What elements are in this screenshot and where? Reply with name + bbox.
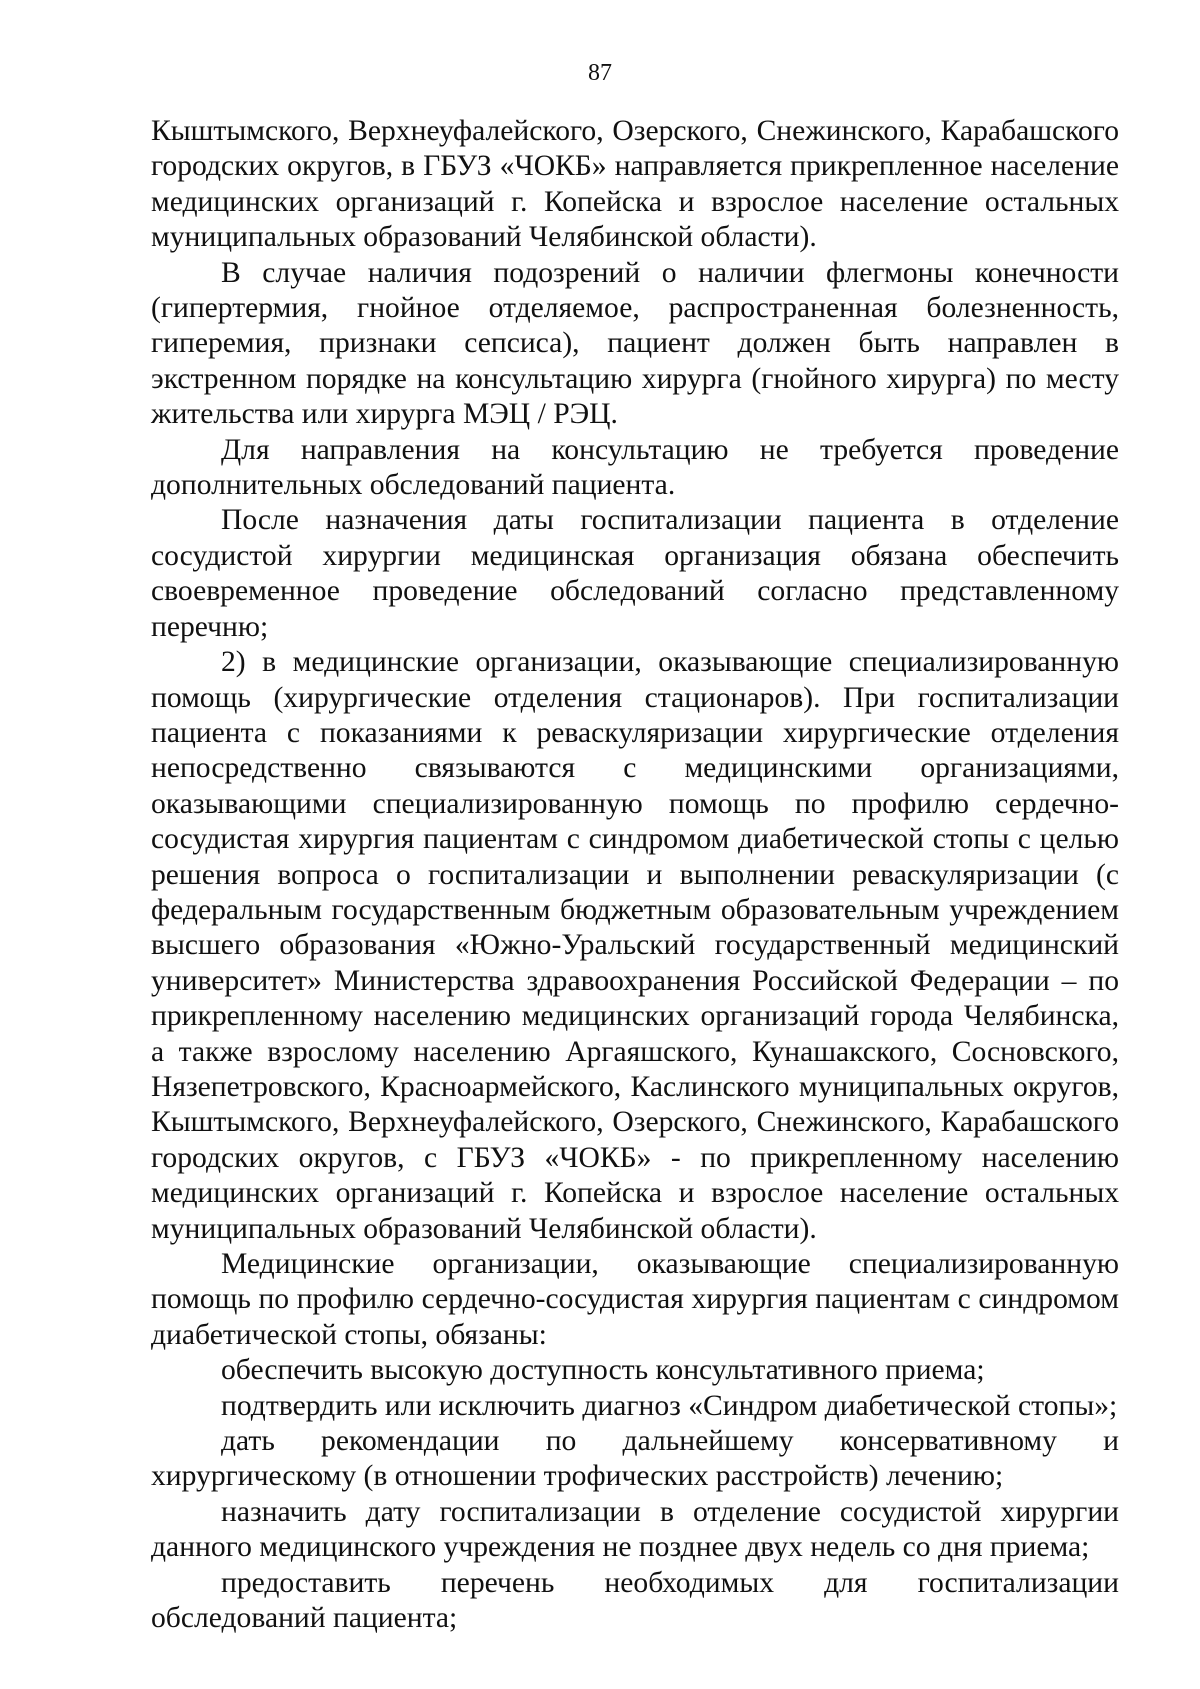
list-item: подтвердить или исключить диагноз «Синдром диабетической стопы»; xyxy=(221,1389,1118,1422)
paragraph: Для направления на консультацию не требуется проведение дополнительных обследований пациента. xyxy=(151,433,1119,502)
list-item: дать рекомендации по дальнейшему консервативному и хирургическому (в отношении трофических расстройств) лечению; xyxy=(151,1425,1119,1493)
list-item: обеспечить высокую доступность консультативного приема; xyxy=(221,1354,985,1387)
list-item: предоставить перечень необходимых для госпитализации обследований пациента; xyxy=(151,1566,1119,1635)
page-number: 87 xyxy=(588,60,612,86)
paragraph: 2) в медицинские организации, оказывающие специализированную помощь (хирургические отделения стационаров). При госпитализации пациента с показаниями к реваскуляризации хирургические отделения непосредственно связываются с медицинскими организациями, оказывающими специализированную помощь по профилю сердечно-сосудистая хирургия пациентам с синдромом диабетической стопы с целью решения вопроса о госпитализации и выполнении реваскуляризации (с федеральным государственным бюджетным образовательным учреждением высшего образования «Южно-Уральский государственный медицинский университет» Министерства здравоохранения Российской Федерации – по прикрепленному населению медицинских организаций города Челябинска, а также взрослому населению Аргаяшского, Кунашакского, Сосновского, Нязепетровского, Красноармейского, Каслинского муниципальных округов, Кыштымского, Верхнеуфалейского, Озерского, Снежинского, Карабашского городских округов, с ГБУЗ «ЧОКБ» - по прикрепленному населению медицинских организаций г. Копейска и взрослое население остальных муниципальных образований Челябинской области). xyxy=(151,646,1119,1245)
paragraph: После назначения даты госпитализации пациента в отделение сосудистой хирургии медицинская организация обязана обеспечить своевременное проведение обследований согласно представленному перечню; xyxy=(151,504,1119,643)
paragraph: В случае наличия подозрений о наличии флегмоны конечности (гипертермия, гнойное отделяемое, распространенная болезненность, гиперемия, признаки сепсиса), пациент должен быть направлен в экстренном порядке на консультацию хирурга (гнойного хирурга) по месту жительства или хирурга МЭЦ / РЭЦ. xyxy=(151,256,1119,431)
paragraph: Кыштымского, Верхнеуфалейского, Озерского, Снежинского, Карабашского городских округов, в ГБУЗ «ЧОКБ» направляется прикрепленное население медицинских организаций г. Копейска и взрослое население остальных муниципальных образований Челябинской области). xyxy=(151,115,1119,254)
list-item: назначить дату госпитализации в отделение сосудистой хирургии данного медицинского учреждения не позднее двух недель со дня приема; xyxy=(151,1495,1119,1564)
paragraph: Медицинские организации, оказывающие специализированную помощь по профилю сердечно-сосудистая хирургия пациентам с синдромом диабетической стопы, обязаны: xyxy=(151,1248,1119,1351)
document-body xyxy=(151,114,1119,1636)
